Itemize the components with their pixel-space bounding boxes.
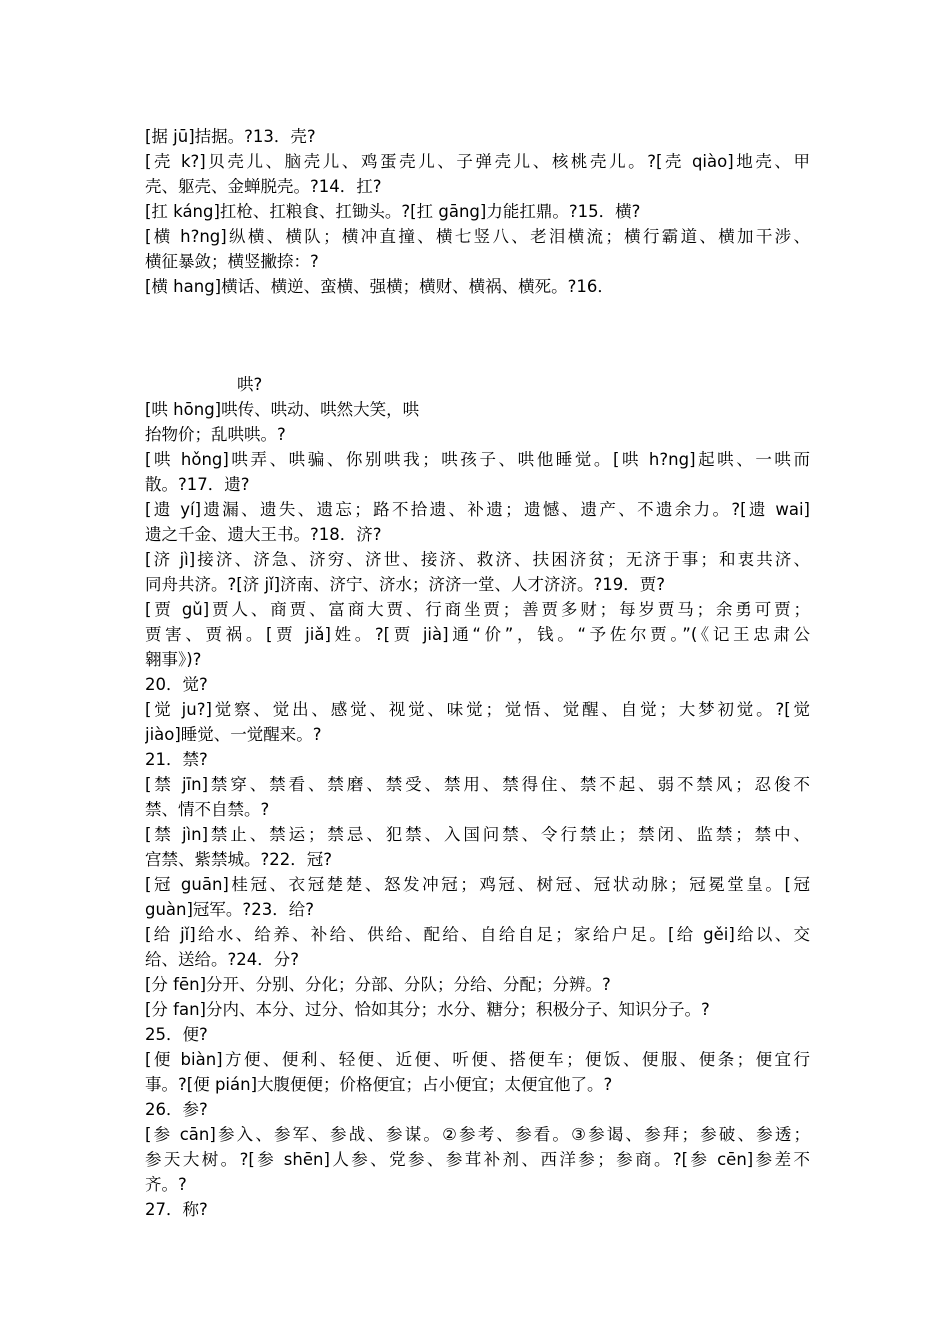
text-line: 20．觉? (145, 675, 208, 694)
text-line: [横 hang]横话、横逆、蛮横、强横；横财、横祸、横死。?16． (145, 277, 614, 296)
text-line: 禁、情不自禁。? (145, 800, 270, 819)
text-line: [哄 hōng]哄传、哄动、哄然大笑，哄 (145, 400, 420, 419)
text-line: [扛 káng]扛枪、扛粮食、扛锄头。?[扛 gāng]力能扛鼎。?15．横? (145, 202, 641, 221)
text-line: 壳、躯壳、金蝉脱壳。?14．扛? (145, 177, 382, 196)
text-line: 齐。? (145, 1175, 187, 1194)
text-line: [壳 k?]贝壳儿、脑壳儿、鸡蛋壳儿、子弹壳儿、核桃壳儿。?[壳 qiào]地壳、甲 (145, 152, 810, 171)
text-line: 事。?[便 pián]大腹便便；价格便宜；占小便宜；太便宜他了。? (145, 1075, 613, 1094)
text-line: guàn]冠军。?23．给? (145, 900, 314, 919)
text-line: jiào]睡觉、一觉醒来。? (145, 725, 322, 744)
text-line: [分 fēn]分开、分别、分化；分部、分队；分给、分配；分辨。? (145, 975, 611, 994)
text-line: [济 jì]接济、济急、济穷、济世、接济、救济、扶困济贫；无济于事；和衷共济、 (145, 550, 810, 569)
text-line: 宫禁、紫禁城。?22．冠? (145, 850, 333, 869)
text-line: 给、送给。?24．分? (145, 950, 300, 969)
text-line: [给 jǐ]给水、给养、补给、供给、配给、自给自足；家给户足。[给 gěi]给以、交 (145, 925, 810, 944)
text-line: [横 h?ng]纵横、横队；横冲直撞、横七竖八、老泪横流；横行霸道、横加干涉、 (145, 227, 810, 246)
text-line: 25．便? (145, 1025, 208, 1044)
text-line: [遗 yí]遗漏、遗失、遗忘；路不拾遗、补遗；遗憾、遗产、不遗余力。?[遗 wai] (145, 500, 810, 519)
text-line: 27．称? (145, 1200, 208, 1219)
text-line: [禁 jìn]禁止、禁运；禁忌、犯禁、入国问禁、令行禁止；禁闭、监禁；禁中、 (145, 825, 810, 844)
text-line: 哄? (237, 375, 263, 394)
text-block-top (145, 124, 810, 299)
text-line: 21．禁? (145, 750, 208, 769)
text-line: [分 fan]分内、本分、过分、恰如其分；水分、糖分；积极分子、知识分子。? (145, 1000, 710, 1019)
text-line: 横征暴敛；横竖撇捺：? (145, 252, 319, 271)
text-line: 同舟共济。?[济 jǐ]济南、济宁、济水；济济一堂、人才济济。?19．贾? (145, 575, 666, 594)
text-line: [据 jū]拮据。?13．壳? (145, 127, 316, 146)
text-block-main (145, 372, 810, 1222)
text-line: 遗之千金、遗大王书。?18．济? (145, 525, 382, 544)
text-line: [便 biàn]方便、便利、轻便、近便、听便、搭便车；便饭、便服、便条；便宜行 (145, 1050, 810, 1069)
text-line: 抬物价；乱哄哄。? (145, 425, 286, 444)
text-line: [冠 guān]桂冠、衣冠楚楚、怒发冲冠；鸡冠、树冠、冠状动脉；冠冕堂皇。[冠 (145, 875, 810, 894)
text-line: [觉 ju?]觉察、觉出、感觉、视觉、味觉；觉悟、觉醒、自觉；大梦初觉。?[觉 (145, 700, 810, 719)
text-line: [贾 gǔ]贾人、商贾、富商大贾、行商坐贾；善贾多财；每岁贾马；余勇可贾； (145, 600, 810, 619)
text-line: [禁 jīn]禁穿、禁看、禁磨、禁受、禁用、禁得住、禁不起、弱不禁风；忍俊不 (145, 775, 810, 794)
text-line: 翱事》)? (145, 650, 202, 669)
text-line: 参天大树。?[参 shēn]人参、党参、参茸补剂、西洋参；参商。?[参 cēn]参差不 (145, 1150, 810, 1169)
text-line: 26．参? (145, 1100, 208, 1119)
text-line: 贾害、贾祸。[贾 jiǎ]姓。?[贾 jià]通“价”，钱。“予佐尔贾。”(《记王忠肃公 (145, 625, 810, 644)
text-line: [参 cān]参入、参军、参战、参谋。②参考、参看。③参谒、参拜；参破、参透； (145, 1125, 810, 1144)
text-line: [哄 hǒng]哄弄、哄骗、你别哄我；哄孩子、哄他睡觉。[哄 h?ng]起哄、一哄而 (145, 450, 810, 469)
text-line: 散。?17．遗? (145, 475, 250, 494)
